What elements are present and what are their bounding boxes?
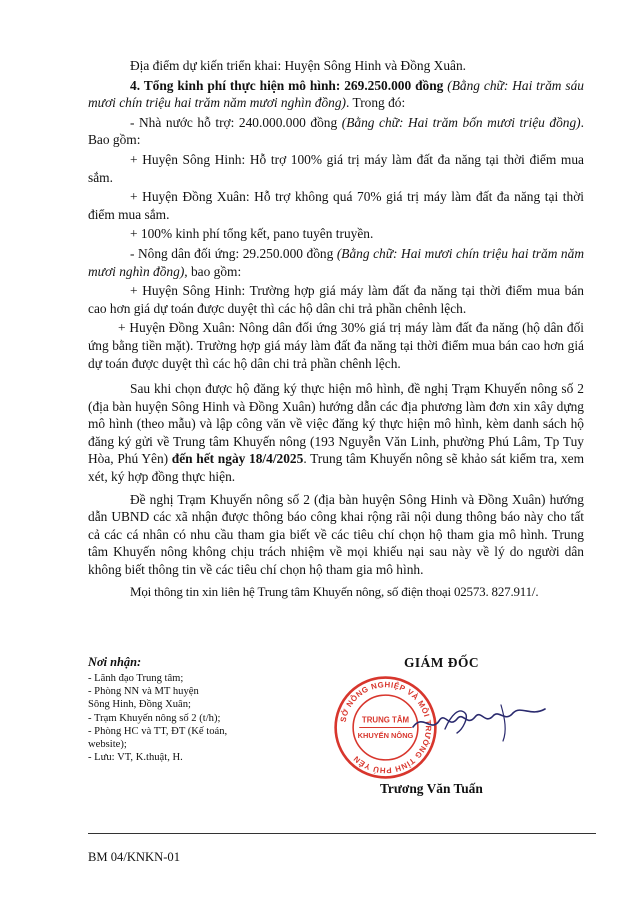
signature-block xyxy=(320,655,588,805)
signer-name: Trương Văn Tuấn xyxy=(380,781,483,796)
cost-heading xyxy=(88,77,584,112)
farmer-dong-xuan: + Huyện Đồng Xuân: Nông dân đối ứng 30% giá trị máy làm đất đa năng (hộ dân đối ứng bằng tiền mặt). Trường hợp giá máy làm đất đa năng tại thời điểm mua bán cao hơn giá dự toán được duyệt thì các hộ dân chi trả phần chênh lệch. xyxy=(88,320,584,371)
state-summary: + 100% kinh phí tổng kết, pano tuyên truyền. xyxy=(130,226,374,242)
para-register-a: Sau khi chọn được hộ đăng ký thực hiện mô hình, đề nghị Trạm Khuyến nông số 2 (địa bàn huyện Sông Hinh và Đồng Xuân) hướng dẫn các địa phương làm đơn xin xây dựng mô hình (theo mẫu) và lập công văn về việc đăng ký thực hiện mô hình, kèm danh sách hộ đăng ký gửi về Trung tâm Khuyến nông (193 Nguyễn Văn Linh, phường Phú Lâm, Tp Tuy Hòa, Phú Yên) xyxy=(88,381,584,467)
cost-heading-tail: . Trong đó: xyxy=(346,95,406,111)
closing-section xyxy=(88,655,588,805)
state-dong-xuan: + Huyện Đồng Xuân: Hỗ trợ không quá 70% giá trị máy làm đất đa năng tại thời điểm mua sắm. xyxy=(88,189,584,222)
cost-heading-italic: (Bằng chữ: Hai trăm sáu mươi chín triệu hai trăm năm mươi nghìn đồng) xyxy=(88,77,584,111)
recipient-item: - Lãnh đạo Trung tâm; xyxy=(88,673,184,684)
seal-ring-text: SỞ NÔNG NGHIỆP VÀ MÔI TRƯỜNG TỈNH PHÚ YÊN xyxy=(338,680,433,775)
state-support-italic: (Bằng chữ: Hai trăm bốn mươi triệu đồng) xyxy=(341,114,581,130)
farmer-italic: (Bằng chữ: Hai mươi chín triệu hai trăm năm mươi nghìn đồng) xyxy=(88,245,584,279)
recipient-item: - Phòng NN và MT huyện xyxy=(88,686,199,698)
seal-inner-bottom: KHUYẾN NÔNG xyxy=(357,731,414,740)
recipient-item: - Lưu: VT, K.thuật, H. xyxy=(88,752,183,764)
para-notice: Đề nghị Trạm Khuyến nông số 2 (địa bàn huyện Sông Hinh và Đồng Xuân) hướng dẫn UBND các xã nhận được thông báo công khai rộng rãi nội dung thông báo này cho tất cả các cá nhân có nhu cầu tham gia biết về các tiêu chí chọn hộ tham gia mô hình. Trung tâm Khuyến nông không chịu trách nhiệm về mọi khiếu nại sau này về lý do người dân không biết thông tin về các tiêu chí chọn hộ tham gia mô hình. xyxy=(88,491,584,578)
state-song-hinh: + Huyện Sông Hinh: Hỗ trợ 100% giá trị máy làm đất đa năng tại thời điểm mua sắm. xyxy=(88,151,584,185)
footer-divider xyxy=(88,833,596,834)
recipient-item: - Phòng HC và TT, ĐT (Kế toán, xyxy=(88,725,228,737)
recipients-list xyxy=(88,672,318,764)
document-body xyxy=(88,57,584,600)
handwritten-signature-icon xyxy=(405,683,555,753)
farmer-contribution xyxy=(88,245,584,280)
recipient-item: - Trạm Khuyến nông số 2 (t/h); xyxy=(88,712,221,724)
farmer-song-hinh: + Huyện Sông Hinh: Trường hợp giá máy làm đất đa năng tại thời điểm mua bán cao hơn giá dự toán được duyệt thì các hộ dân chi trả phần chênh lệch. xyxy=(88,283,584,316)
recipients-title: Nơi nhận: xyxy=(88,655,142,669)
recipient-item: website); xyxy=(88,739,127,751)
form-code: BM 04/KNKN-01 xyxy=(88,850,181,864)
state-support xyxy=(88,114,584,149)
location-line: Địa điểm dự kiến triển khai: Huyện Sông Hinh và Đồng Xuân. xyxy=(130,58,467,73)
signer-title: GIÁM ĐỐC xyxy=(404,655,480,670)
cost-heading-bold: 4. Tổng kinh phí thực hiện mô hình: 269.250.000 đồng xyxy=(130,77,444,93)
para-register-deadline: đến hết ngày 18/4/2025 xyxy=(171,451,304,467)
state-support-tail: . Bao gồm: xyxy=(88,114,584,148)
recipients-block xyxy=(88,655,318,764)
contact-line: Mọi thông tin xin liên hệ Trung tâm Khuyến nông, số điện thoại 02573. 827.911/. xyxy=(130,583,539,599)
state-support-prefix: - Nhà nước hỗ trợ: 240.000.000 đồng xyxy=(130,114,342,130)
farmer-tail: , bao gồm: xyxy=(184,263,242,279)
seal-inner-top: TRUNG TÂM xyxy=(361,715,410,725)
para-register xyxy=(88,380,584,486)
para-register-b: . Trung tâm Khuyến nông sẽ khảo sát kiểm tra, xem xét, ký hợp đồng thực hiện. xyxy=(88,451,585,485)
farmer-prefix: - Nông dân đối ứng: 29.250.000 đồng xyxy=(130,245,337,261)
recipient-item: Sông Hinh, Đồng Xuân; xyxy=(88,699,191,711)
